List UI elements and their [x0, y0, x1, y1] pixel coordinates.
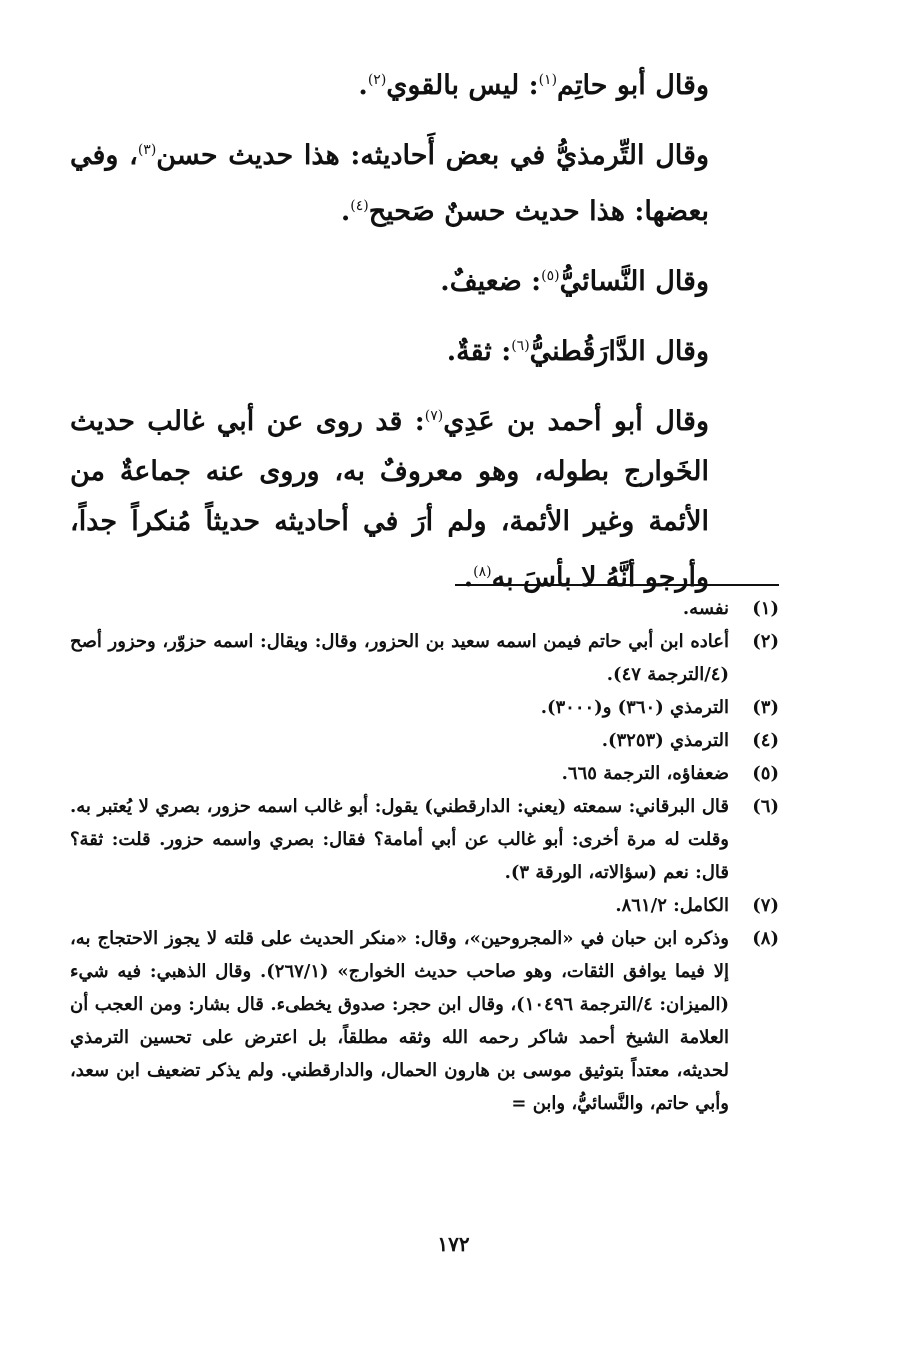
footnote-text: ضعفاؤه، الترجمة ٦٦٥.	[561, 763, 729, 784]
footnote-item	[70, 757, 779, 790]
page-number: ١٧٢	[437, 1232, 470, 1256]
footnote-item	[70, 625, 779, 691]
footnote-number: (٣)	[752, 697, 779, 718]
paragraph-nasai: وقال النَّسائيُّ$^{(٥)}$: ضعيفٌ.	[440, 266, 709, 297]
footnote-marker[interactable]: (٦)	[511, 338, 530, 354]
footnote-item	[70, 889, 779, 922]
footnote-item	[70, 724, 779, 757]
footnote-marker[interactable]: (٣)	[137, 142, 157, 158]
paragraph-daraqutni: وقال الدَّارَقُطنيُّ$^{(٦)}$: ثقةٌ.	[446, 336, 709, 367]
footnote-text: قال البرقاني: سمعته (يعني: الدارقطني) يقول: أبو غالب اسمه حزور، بصري لا يُعتبر به. وقلت له مرة أخرى: أبو غالب عن أبي أمامة؟ فقال: بصري واسمه حزور. قلت: ثقة؟ قال: نعم (سؤالاته، الورقة ٣).	[70, 796, 729, 883]
paragraph-ibn-adi: وقال أبو أحمد بن عَدِي$^{(٧)}$: قد روى عن أبي غالب حديث الخَوارج بطوله، وهو معروفٌ به، وروى عنه جماعةٌ من الأئمة وغير الأئمة، ولم أرَ في أحاديثه حديثاً مُنكراً جداً، وأرجو أنَّهُ لا بأسَ به$^{(٨)}$.	[70, 406, 709, 593]
footnote-item	[70, 922, 779, 1120]
footnote-marker[interactable]: (٢)	[367, 72, 387, 88]
footnote-text: وذكره ابن حبان في «المجروحين»، وقال: «منكر الحديث على قلته لا يجوز الاحتجاج به، إلا فيما يوافق الثقات، وهو صاحب حديث الخوارج» (٢٦٧/١). وقال الذهبي: فيه شيء (الميزان: ٤/الترجمة ١٠٤٩٦)، وقال ابن حجر: صدوق يخطىء. قال بشار: ومن العجب أن العلامة الشيخ أحمد شاكر رحمه الله وثقه مطلقاً، بل اعترض على تحسين الترمذي لحديثه، معتداً بتوثيق موسى بن هارون الحمال، والدارقطني. ولم يذكر تضعيف ابن سعد، وأبي حاتم، والنَّسائيُّ، وابن =	[70, 928, 729, 1114]
paragraph-tirmidhi: وقال التِّرمذيُّ في بعض أَحاديثه: هذا حديث حسن$^{(٣)}$، وفي بعضها: هذا حديث حسنٌ صَحيح$^{(٤)}$.	[70, 140, 709, 227]
footnote-number: (٧)	[752, 895, 779, 916]
footnote-number: (٤)	[752, 730, 779, 751]
footnote-marker[interactable]: (٧)	[424, 408, 444, 424]
footnote-text: الترمذي (٣٢٥٣).	[601, 730, 729, 751]
footnotes	[70, 592, 779, 1120]
footnote-marker[interactable]: (٤)	[350, 198, 369, 214]
footnote-text: نفسه.	[682, 598, 729, 619]
footnote-item	[70, 592, 779, 625]
footnote-number: (٢)	[752, 631, 779, 652]
footnote-number: (١)	[752, 598, 779, 619]
footnote-item	[70, 691, 779, 724]
footnote-marker[interactable]: (١)	[538, 72, 558, 88]
main-text	[70, 55, 779, 603]
footnote-number: (٦)	[752, 796, 779, 817]
footnote-divider	[455, 584, 779, 586]
footnote-number: (٥)	[752, 763, 779, 784]
paragraph-abu-hatim: وقال أبو حاتِم$^{(١)}$: ليس بالقوي$^{(٢)}$.	[358, 70, 709, 101]
footnote-text: الترمذي (٣٦٠) و(٣٠٠٠).	[540, 697, 729, 718]
footnote-number: (٨)	[752, 928, 779, 949]
footnote-text: الكامل: ٨٦١/٢.	[615, 895, 729, 916]
footnote-item	[70, 790, 779, 889]
footnote-marker[interactable]: (٨)	[473, 564, 492, 580]
footnote-text: أعاده ابن أبي حاتم فيمن اسمه سعيد بن الحزور، وقال: ويقال: اسمه حزوّر، وحزور أصح (٤/الترجمة ٤٧).	[70, 631, 729, 685]
footnote-marker[interactable]: (٥)	[541, 268, 560, 284]
